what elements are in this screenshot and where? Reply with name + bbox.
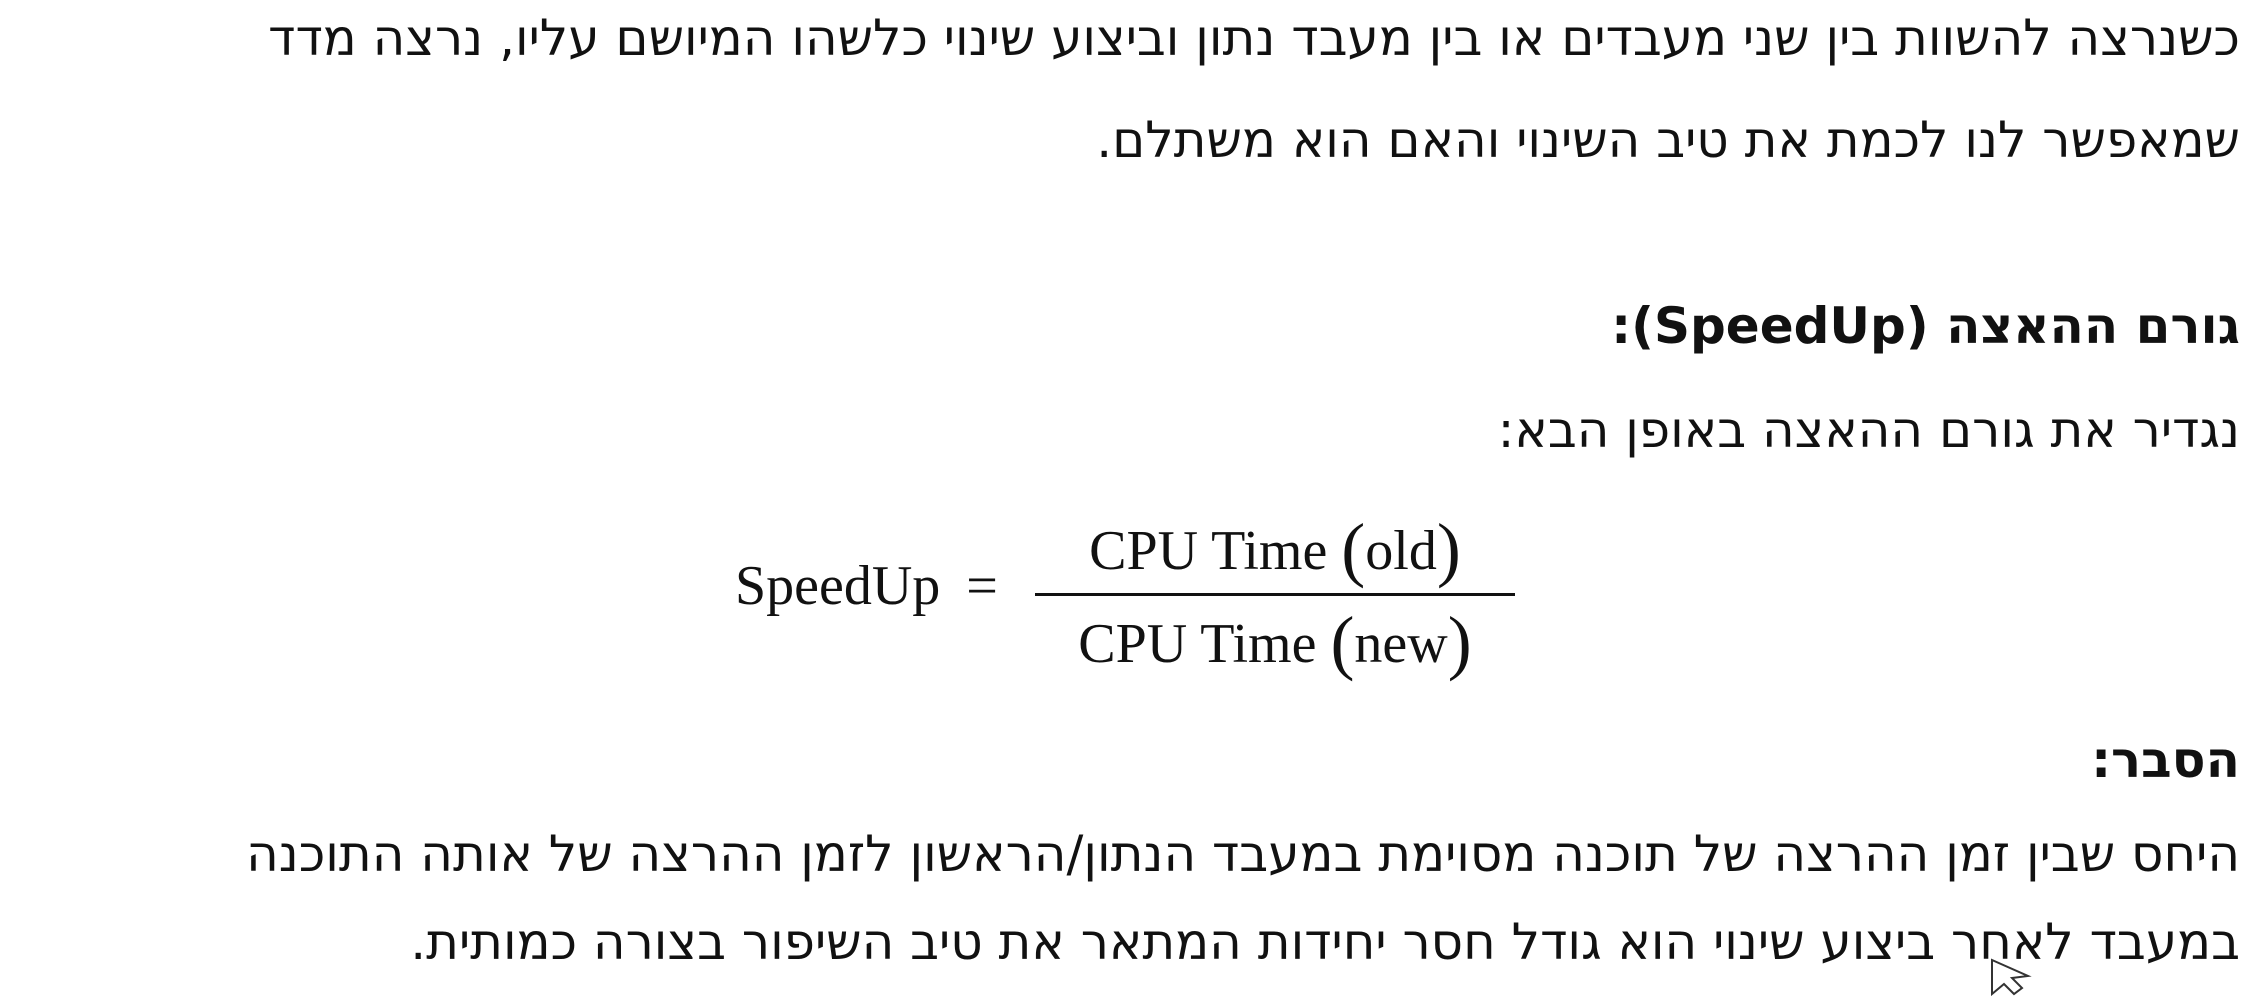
formula-lhs <box>735 554 998 618</box>
numerator-arg: old <box>1365 520 1437 582</box>
formula-denominator: CPU Time (new) <box>1078 602 1472 682</box>
formula-lhs-label: SpeedUp <box>735 555 941 617</box>
formula-equals-sign: = <box>966 555 998 617</box>
speedup-heading: גורם ההאצה (SpeedUp): <box>1611 297 2240 355</box>
formula-numerator: CPU Time (old) <box>1089 509 1461 589</box>
numerator-label: CPU Time <box>1089 520 1328 582</box>
explanation-line-1: היחס שבין זמן ההרצה של תוכנה מסוימת במעבד הנתון/הראשון לזמן ההרצה של אותה התוכנה <box>246 825 2240 883</box>
speedup-definition: נגדיר את גורם ההאצה באופן הבא: <box>1497 401 2240 459</box>
intro-line-1: כשנרצה להשוות בין שני מעבדים או בין מעבד נתון וביצוע שינוי כלשהו המיושם עליו, נרצה מדד <box>268 9 2240 67</box>
denominator-arg: new <box>1354 613 1448 675</box>
speedup-formula <box>735 508 1535 688</box>
mouse-cursor-icon <box>1990 958 2050 996</box>
intro-line-2: שמאפשר לנו לכמת את טיב השינוי והאם הוא משתלם. <box>1096 111 2240 169</box>
explanation-heading: הסבר: <box>2091 731 2240 789</box>
fraction-bar <box>1035 593 1515 596</box>
explanation-line-2: במעבד לאחר ביצוע שינוי הוא גודל חסר יחידות המתאר את טיב השיפור בצורה כמותית. <box>410 913 2240 971</box>
denominator-label: CPU Time <box>1078 613 1317 675</box>
formula-fraction <box>1035 508 1515 683</box>
